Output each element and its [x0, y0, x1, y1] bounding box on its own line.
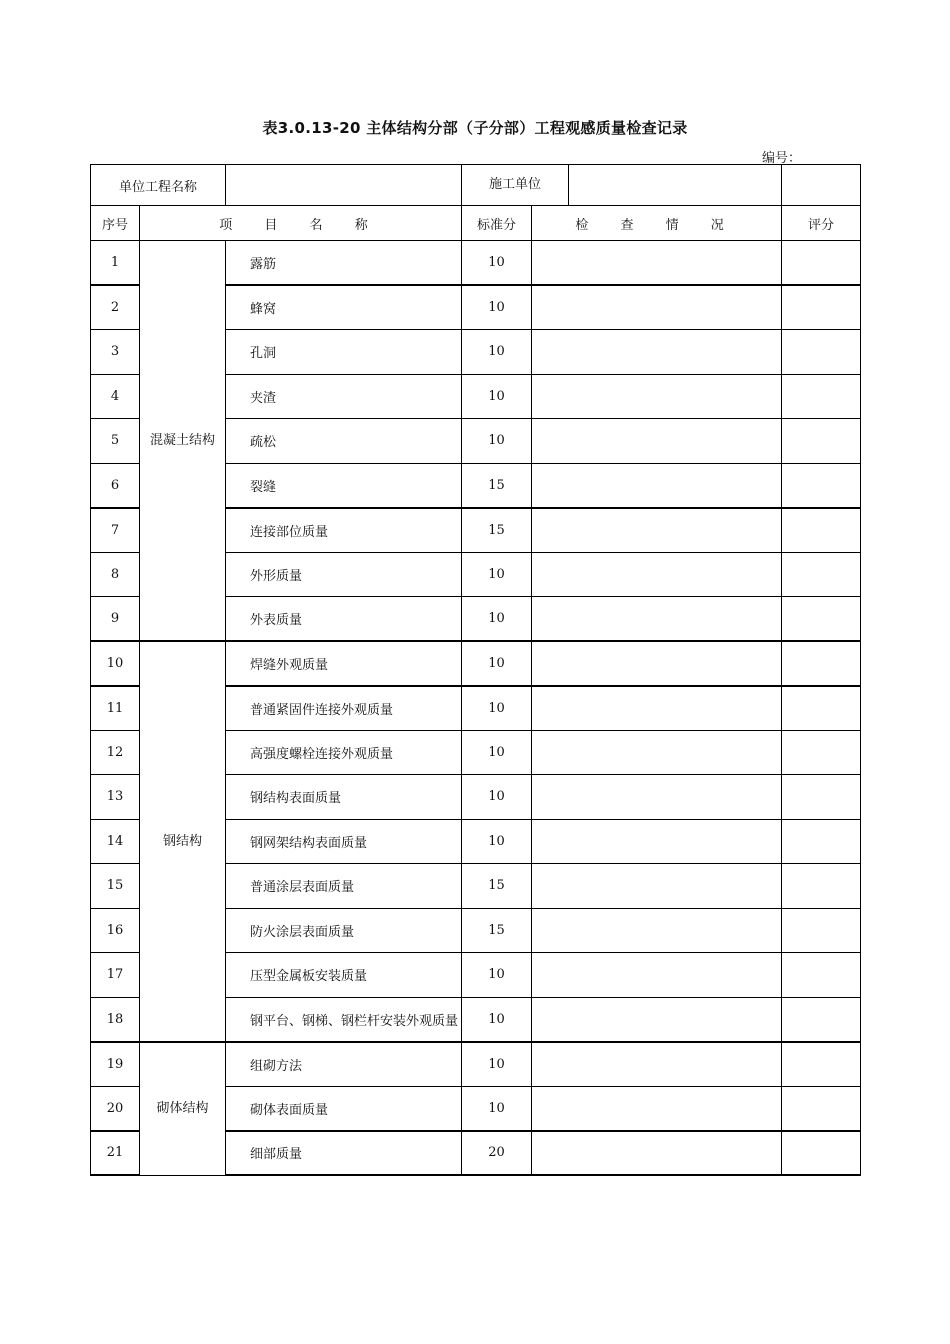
check-result-field[interactable] [532, 819, 782, 864]
code-label: 编号： [762, 151, 802, 166]
score-field[interactable] [782, 775, 861, 820]
contractor-cell [462, 165, 782, 206]
row-number: 20 [91, 1086, 140, 1131]
score-field[interactable] [782, 374, 861, 419]
check-result-field[interactable] [532, 686, 782, 731]
check-result-field[interactable] [532, 1131, 782, 1176]
table-body [91, 165, 861, 1176]
item-name: 连接部位质量 [226, 508, 462, 553]
col-header-score: 评分 [782, 206, 861, 241]
score-field[interactable] [782, 1131, 861, 1176]
check-result-field[interactable] [532, 953, 782, 998]
check-result-field[interactable] [532, 997, 782, 1042]
standard-score: 15 [462, 864, 532, 909]
col-header-standard: 标准分 [462, 206, 532, 241]
check-result-field[interactable] [532, 864, 782, 909]
score-field[interactable] [782, 730, 861, 775]
inspection-table [90, 164, 861, 1176]
score-field[interactable] [782, 953, 861, 998]
item-name: 蜂窝 [226, 285, 462, 330]
group-name: 砌体结构 [140, 1042, 226, 1176]
standard-score: 10 [462, 641, 532, 686]
check-result-field[interactable] [532, 1086, 782, 1131]
score-field[interactable] [782, 819, 861, 864]
standard-score: 10 [462, 285, 532, 330]
row-number: 17 [91, 953, 140, 998]
row-number: 7 [91, 508, 140, 553]
item-name: 钢网架结构表面质量 [226, 819, 462, 864]
score-field[interactable] [782, 686, 861, 731]
contractor-field[interactable] [782, 165, 861, 206]
item-name: 露筋 [226, 241, 462, 286]
group-name: 混凝土结构 [140, 241, 226, 642]
item-name: 孔洞 [226, 330, 462, 375]
item-name: 压型金属板安装质量 [226, 953, 462, 998]
col-header-item [140, 206, 462, 241]
group-name: 钢结构 [140, 641, 226, 1042]
standard-score: 10 [462, 819, 532, 864]
score-field[interactable] [782, 641, 861, 686]
row-number: 18 [91, 997, 140, 1042]
score-field[interactable] [782, 864, 861, 909]
check-result-field[interactable] [532, 597, 782, 642]
unit-project-label: 单位工程名称 [91, 165, 226, 206]
table-row [91, 1042, 861, 1087]
check-result-field[interactable] [532, 775, 782, 820]
score-field[interactable] [782, 1042, 861, 1087]
score-field[interactable] [782, 508, 861, 553]
row-number: 14 [91, 819, 140, 864]
check-result-field[interactable] [532, 552, 782, 597]
standard-score: 10 [462, 374, 532, 419]
standard-score: 20 [462, 1131, 532, 1176]
item-name: 防火涂层表面质量 [226, 908, 462, 953]
standard-score: 10 [462, 552, 532, 597]
table-row [91, 241, 861, 286]
item-name: 裂缝 [226, 463, 462, 508]
column-header-row [91, 206, 861, 241]
row-number: 2 [91, 285, 140, 330]
row-number: 19 [91, 1042, 140, 1087]
check-result-field[interactable] [532, 419, 782, 464]
item-name: 钢结构表面质量 [226, 775, 462, 820]
item-name: 高强度螺栓连接外观质量 [226, 730, 462, 775]
standard-score: 10 [462, 241, 532, 286]
score-field[interactable] [782, 241, 861, 286]
item-name: 疏松 [226, 419, 462, 464]
col-header-check-text: 检 查 情 况 [575, 217, 738, 233]
row-number: 11 [91, 686, 140, 731]
contractor-label: 施工单位 [462, 165, 569, 205]
table-row [91, 641, 861, 686]
standard-score: 10 [462, 775, 532, 820]
unit-project-field[interactable] [226, 165, 462, 206]
standard-score: 10 [462, 686, 532, 731]
row-number: 21 [91, 1131, 140, 1176]
check-result-field[interactable] [532, 285, 782, 330]
row-number: 4 [91, 374, 140, 419]
row-number: 13 [91, 775, 140, 820]
check-result-field[interactable] [532, 463, 782, 508]
score-field[interactable] [782, 463, 861, 508]
check-result-field[interactable] [532, 374, 782, 419]
row-number: 3 [91, 330, 140, 375]
score-field[interactable] [782, 419, 861, 464]
item-name: 普通涂层表面质量 [226, 864, 462, 909]
header-row [91, 165, 861, 206]
check-result-field[interactable] [532, 241, 782, 286]
item-name: 夹渣 [226, 374, 462, 419]
standard-score: 15 [462, 463, 532, 508]
item-name: 细部质量 [226, 1131, 462, 1176]
item-name: 外形质量 [226, 552, 462, 597]
standard-score: 15 [462, 508, 532, 553]
score-field[interactable] [782, 330, 861, 375]
row-number: 1 [91, 241, 140, 286]
check-result-field[interactable] [532, 330, 782, 375]
col-header-check [532, 206, 782, 241]
item-name: 组砌方法 [226, 1042, 462, 1087]
row-number: 10 [91, 641, 140, 686]
item-name: 普通紧固件连接外观质量 [226, 686, 462, 731]
standard-score: 10 [462, 419, 532, 464]
score-field[interactable] [782, 997, 861, 1042]
col-header-item-text: 项 目 名 称 [219, 217, 382, 233]
item-name: 焊缝外观质量 [226, 641, 462, 686]
standard-score: 10 [462, 1042, 532, 1087]
row-number: 5 [91, 419, 140, 464]
standard-score: 10 [462, 1086, 532, 1131]
standard-score: 10 [462, 953, 532, 998]
check-result-field[interactable] [532, 908, 782, 953]
score-field[interactable] [782, 285, 861, 330]
standard-score: 15 [462, 908, 532, 953]
standard-score: 10 [462, 997, 532, 1042]
row-number: 16 [91, 908, 140, 953]
score-field[interactable] [782, 1086, 861, 1131]
check-result-field[interactable] [532, 730, 782, 775]
item-name: 外表质量 [226, 597, 462, 642]
item-name: 钢平台、钢梯、钢栏杆安装外观质量 [226, 997, 462, 1042]
col-header-no: 序号 [91, 206, 140, 241]
standard-score: 10 [462, 730, 532, 775]
page-title: 表3.0.13-20 主体结构分部（子分部）工程观感质量检查记录 [262, 119, 688, 137]
score-field[interactable] [782, 908, 861, 953]
row-number: 8 [91, 552, 140, 597]
check-result-field[interactable] [532, 641, 782, 686]
check-result-field[interactable] [532, 1042, 782, 1087]
item-name: 砌体表面质量 [226, 1086, 462, 1131]
row-number: 6 [91, 463, 140, 508]
row-number: 15 [91, 864, 140, 909]
standard-score: 10 [462, 330, 532, 375]
row-number: 9 [91, 597, 140, 642]
row-number: 12 [91, 730, 140, 775]
standard-score: 10 [462, 597, 532, 642]
score-field[interactable] [782, 597, 861, 642]
check-result-field[interactable] [532, 508, 782, 553]
score-field[interactable] [782, 552, 861, 597]
